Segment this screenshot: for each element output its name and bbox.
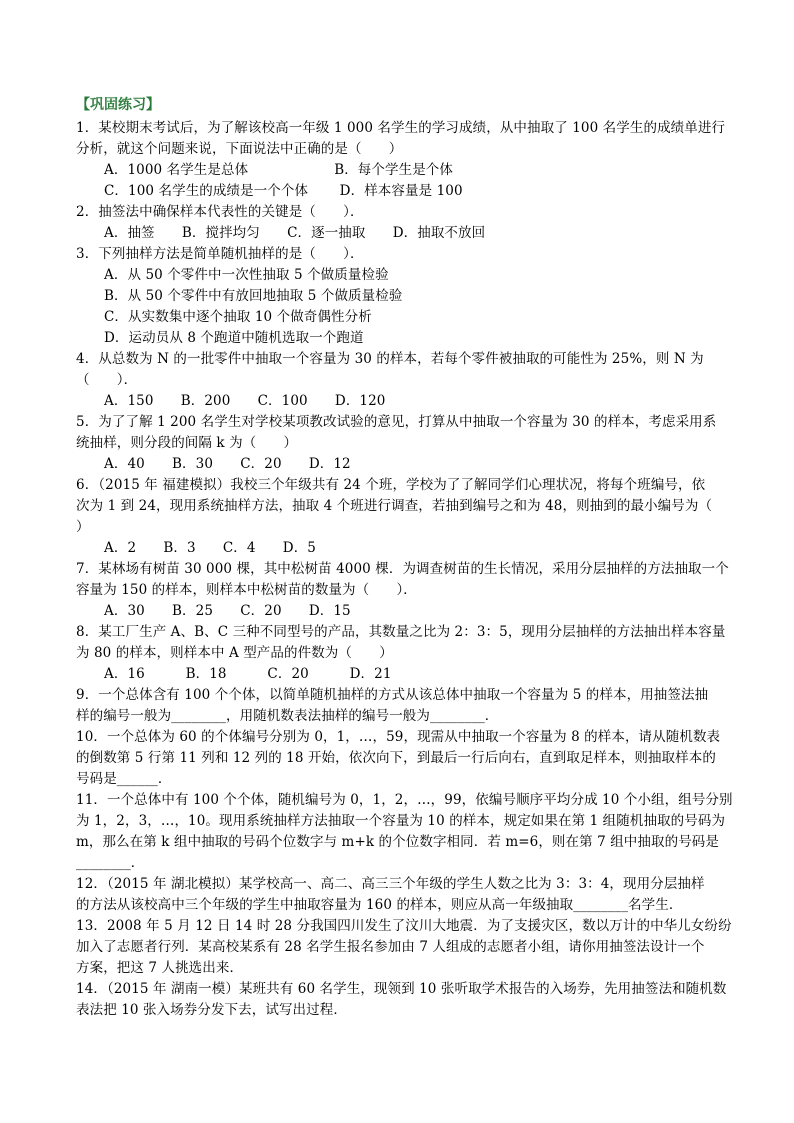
q6-line2: 次为 1 到 24，现用系统抽样方法，抽取 4 个班进行调查，若抽到编号之和为 48，则抽到的最小编号为（ <box>76 498 713 514</box>
q7-options: A．30 B．25 C．20 D．15 <box>104 603 351 619</box>
q1-line1: 1．某校期末考试后，为了解该校高一年级 1 000 名学生的学习成绩，从中抽取了 100 名学生的成绩单进行 <box>76 120 726 136</box>
q12-line2: 的方法从该校高中三个年级的学生中抽取容量为 160 的样本，则应从高一年级抽取________名学生． <box>76 897 683 913</box>
q11-line1: 11．一个总体中有 100 个个体，随机编号为 0，1，2，…，99，依编号顺序平均分成 10 个小组，组号分别 <box>76 792 733 808</box>
q8-line1: 8．某工厂生产 A、B、C 三种不同型号的产品，其数量之比为 2：3：5，现用分层抽样的方法抽出样本容量 <box>76 624 726 640</box>
q11-line4: ________． <box>76 855 145 871</box>
q3-option-a: A．从 50 个零件中一次性抽取 5 个做质量检验 <box>104 267 389 283</box>
q14-line1: 14．（2015 年 湖南一模）某班共有 60 名学生，现领到 10 张听取学术报告的入场券，先用抽签法和随机数 <box>76 981 727 997</box>
q10-line2: 的倒数第 5 行第 11 列和 12 列的 18 开始，依次向下，到最后一行后向右，直到取足样本，则抽取样本的 <box>76 750 716 766</box>
q12-line1: 12．（2015 年 湖北模拟）某学校高一、高二、高三三个年级的学生人数之比为 3：3：4，现用分层抽样 <box>76 876 705 892</box>
q6-line3: ） <box>76 519 90 535</box>
q5-line2: 统抽样，则分段的间隔 k 为（ ） <box>76 435 298 451</box>
q11-line3: m，那么在第 k 组中抽取的号码个位数字与 m+k 的个位数字相同．若 m=6，则在第 7 组中抽取的号码是 <box>76 834 720 850</box>
q14-line2: 表法把 10 张入场券分发下去，试写出过程． <box>76 1002 347 1018</box>
q3-option-c: C．从实数集中逐个抽取 10 个做奇偶性分析 <box>104 309 372 325</box>
q4-line1: 4．从总数为 N 的一批零件中抽取一个容量为 30 的样本，若每个零件被抽取的可能性为 25%，则 N 为 <box>76 351 704 367</box>
q8-options: A．16 B．18 C．20 D．21 <box>104 666 392 682</box>
q1-options-cd: C．100 名学生的成绩是一个个体 D．样本容量是 100 <box>104 183 463 199</box>
q1-options-ab: A．1000 名学生是总体 B．每个学生是个体 <box>104 162 454 178</box>
q9-line1: 9．一个总体含有 100 个个体，以简单随机抽样的方式从该总体中抽取一个容量为 5 的样本，用抽签法抽 <box>76 687 709 703</box>
q5-line1: 5．为了了解 1 200 名学生对学校某项教改试验的意见，打算从中抽取一个容量为 30 的样本，考虑采用系 <box>76 414 717 430</box>
q2-options: A．抽签 B．搅拌均匀 C．逐一抽取 D．抽取不放回 <box>104 225 486 241</box>
q8-line2: 为 80 的样本，则样本中 A 型产品的件数为（ ） <box>76 645 393 661</box>
q4-line2: （ ）． <box>76 372 138 388</box>
q3-option-b: B．从 50 个零件中有放回地抽取 5 个做质量检验 <box>104 288 403 304</box>
q13-line3: 方案，把这 7 人挑选出来． <box>76 960 244 976</box>
q13-line2: 加入了志愿者行列．某高校某系有 28 名学生报名参加由 7 人组成的志愿者小组，请你用抽签法设计一个 <box>76 939 705 955</box>
q9-line2: 样的编号一般为________，用随机数表法抽样的编号一般为________． <box>76 708 499 724</box>
q1-line2: 分析，就这个问题来说，下面说法中正确的是（ ） <box>76 141 403 157</box>
q10-line3: 号码是______． <box>76 771 172 787</box>
q4-options: A．150 B．200 C．100 D．120 <box>104 393 386 409</box>
q10-line1: 10．一个总体为 60 的个体编号分别为 0，1，…，59，现需从中抽取一个容量为 8 的样本，请从随机数表 <box>76 729 721 745</box>
q11-line2: 为 1，2，3，…，10。现用系统抽样方法抽取一个容量为 10 的样本，规定如果在第 1 组随机抽取的号码为 <box>76 813 726 829</box>
q13-line1: 13．2008 年 5 月 12 日 14 时 28 分我国四川发生了汶川大地震．为了支援灾区，数以万计的中华儿女纷纷 <box>76 918 732 934</box>
q5-options: A．40 B．30 C．20 D．12 <box>104 456 351 472</box>
section-heading: 【巩固练习】 <box>76 97 160 113</box>
q2-line1: 2．抽签法中确保样本代表性的关键是（ ）． <box>76 204 364 220</box>
q7-line2: 容量为 150 的样本，则样本中松树苗的数量为（ ）． <box>76 582 417 598</box>
q7-line1: 7．某林场有树苗 30 000 棵，其中松树苗 4000 棵．为调查树苗的生长情况，采用分层抽样的方法抽取一个 <box>76 561 729 577</box>
q6-line1: 6．（2015 年 福建模拟）我校三个年级共有 24 个班，学校为了了解同学们心理状况，将每个班编号，依 <box>76 477 706 493</box>
q3-option-d: D．运动员从 8 个跑道中随机选取一个跑道 <box>104 330 364 346</box>
q3-line1: 3．下列抽样方法是简单随机抽样的是（ ）． <box>76 246 364 262</box>
q6-options: A．2 B．3 C．4 D．5 <box>104 540 316 556</box>
